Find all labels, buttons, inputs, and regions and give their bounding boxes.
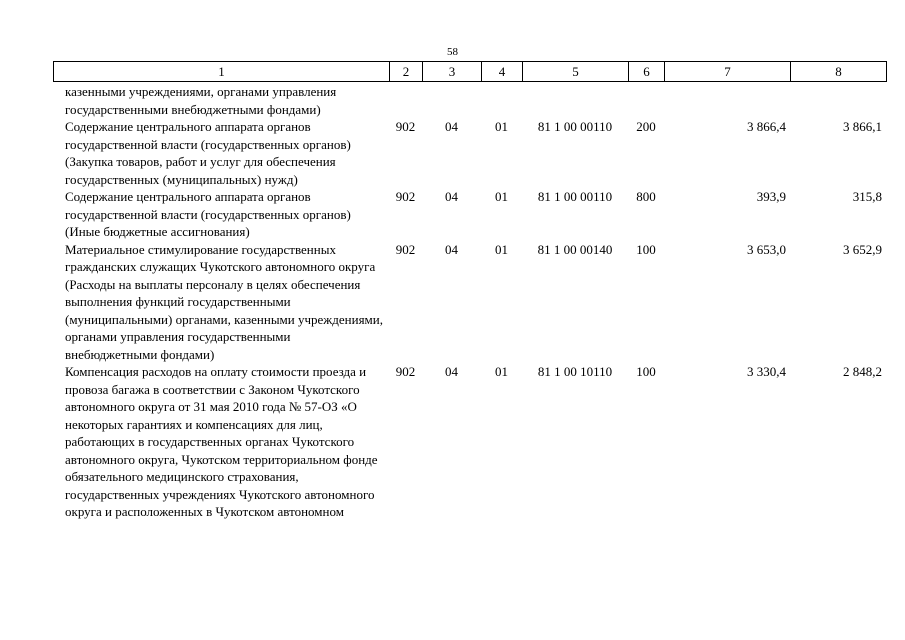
column-header: 1 <box>54 62 390 82</box>
row-grbs <box>389 83 422 118</box>
row-name: Компенсация расходов на оплату стоимости проезда и провоза багажа в соответствии с Законом Чукотского автономного округа от 31 мая 2010 года № 57-ОЗ «О некоторых гарантиях и компенсациях для лиц, работающих в государственных органах Чукотского автономного округа, Чукотском территориальном фонде обязательного медицинского страхования, государственных учреждениях Чукотского автономного округа и расположенных в Чукотском автономном <box>65 364 378 519</box>
row-csr: 81 1 00 00110 <box>537 189 613 204</box>
column-header: 4 <box>482 62 523 82</box>
row-csr: 81 1 00 10110 <box>537 364 613 379</box>
table-row <box>53 363 886 521</box>
row-grbs: 902 <box>395 189 416 204</box>
row-pr: 01 <box>495 364 508 379</box>
table-row <box>53 241 886 364</box>
row-name: Содержание центрального аппарата органов государственной власти (государственных органов) (Закупка товаров, работ и услуг для обеспечения государственных (муниципальных) нужд) <box>65 119 351 187</box>
row-grbs: 902 <box>395 119 416 134</box>
row-rz: 04 <box>445 364 458 379</box>
row-name: Материальное стимулирование государственных гражданских служащих Чукотского автономного округа (Расходы на выплаты персоналу в целях обеспечения выполнения функций государственными (муниципальными) органами, казенными учреждениями, органами управления государственными внебюджетными фондами) <box>65 241 383 362</box>
row-rz <box>422 83 481 118</box>
row-sum-plan: 3 330,4 <box>747 364 786 379</box>
budget-table <box>53 83 886 521</box>
column-header: 8 <box>791 62 887 82</box>
page-number: 58 <box>447 46 458 58</box>
row-vr: 200 <box>636 119 656 134</box>
table-row <box>53 83 886 118</box>
row-sum-exec: 3 652,9 <box>843 241 882 257</box>
column-header: 6 <box>629 62 665 82</box>
row-pr <box>481 83 522 118</box>
row-sum-plan: 3 653,0 <box>747 241 786 257</box>
row-vr <box>628 83 664 118</box>
row-rz: 04 <box>445 241 458 257</box>
row-csr: 81 1 00 00140 <box>537 241 613 257</box>
row-sum-exec: 3 866,1 <box>843 119 882 134</box>
row-csr: 81 1 00 00110 <box>537 119 613 134</box>
table-row <box>53 188 886 241</box>
row-csr <box>522 83 628 118</box>
row-vr: 800 <box>636 189 656 204</box>
row-sum-plan <box>664 83 790 118</box>
row-sum-exec <box>790 83 886 118</box>
table-row <box>53 118 886 188</box>
row-name: казенными учреждениями, органами управления государственными внебюджетными фондами) <box>65 84 337 117</box>
row-pr: 01 <box>495 189 508 204</box>
column-header-table <box>53 61 887 82</box>
row-sum-exec: 2 848,2 <box>843 364 882 379</box>
row-grbs: 902 <box>395 241 416 257</box>
row-vr: 100 <box>636 364 656 379</box>
column-header-row <box>54 62 887 82</box>
row-vr: 100 <box>636 241 656 257</box>
column-header: 7 <box>665 62 791 82</box>
column-header: 2 <box>390 62 423 82</box>
row-sum-plan: 393,9 <box>756 189 786 204</box>
row-name: Содержание центрального аппарата органов государственной власти (государственных органов) (Иные бюджетные ассигнования) <box>65 189 351 239</box>
row-rz: 04 <box>445 189 458 204</box>
column-header: 3 <box>423 62 482 82</box>
column-header: 5 <box>523 62 629 82</box>
row-pr: 01 <box>495 241 508 257</box>
row-sum-plan: 3 866,4 <box>747 119 786 134</box>
row-pr: 01 <box>495 119 508 134</box>
row-sum-exec: 315,8 <box>852 189 882 204</box>
row-grbs: 902 <box>395 364 416 379</box>
row-rz: 04 <box>445 119 458 134</box>
